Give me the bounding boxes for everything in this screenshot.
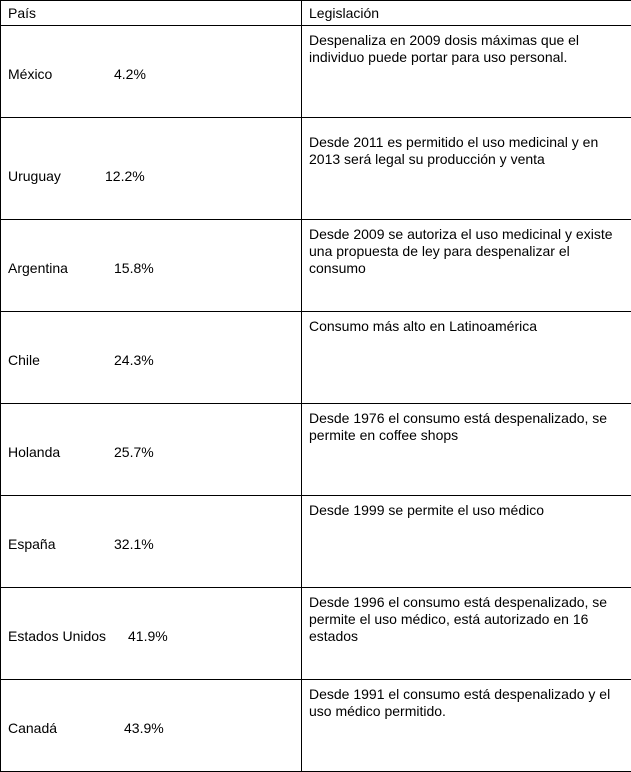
legislation-text: Desde 2011 es permitido el uso medicinal y en 2013 será legal su producción y venta — [309, 124, 625, 168]
legislation-text: Desde 1991 el consumo está despenalizado y el uso médico permitido. — [309, 686, 625, 720]
table-row — [1, 118, 631, 220]
country-cell — [1, 496, 302, 588]
legislation-cell — [302, 404, 631, 496]
table-row — [1, 680, 631, 772]
legislation-text: Despenaliza en 2009 dosis máximas que el individuo puede portar para uso personal. — [309, 32, 625, 66]
header-legislation: Legislación — [302, 1, 631, 26]
legislation-cell — [302, 26, 631, 118]
country-cell — [1, 588, 302, 680]
country-cell — [1, 220, 302, 312]
header-country: País — [1, 1, 302, 26]
country-name: Holanda — [8, 444, 114, 461]
country-name: España — [8, 536, 114, 553]
legislation-cell — [302, 220, 631, 312]
country-name: Estados Unidos — [8, 628, 128, 645]
table-row — [1, 312, 631, 404]
country-percent: 24.3% — [114, 352, 154, 369]
legislation-text: Desde 1999 se permite el uso médico — [309, 502, 625, 519]
country-cell — [1, 312, 302, 404]
country-cell — [1, 118, 302, 220]
legislation-cell — [302, 588, 631, 680]
country-name: México — [8, 66, 114, 83]
table-row — [1, 588, 631, 680]
legislation-cell — [302, 680, 631, 772]
country-name: Chile — [8, 352, 114, 369]
country-percent: 12.2% — [105, 168, 145, 185]
country-name: Uruguay — [8, 168, 105, 185]
country-percent: 43.9% — [124, 720, 164, 737]
legislation-cell — [302, 496, 631, 588]
table-row — [1, 404, 631, 496]
country-cell — [1, 26, 302, 118]
country-percent: 4.2% — [114, 66, 146, 83]
country-percent: 32.1% — [114, 536, 154, 553]
country-percent: 41.9% — [128, 628, 168, 645]
country-name: Canadá — [8, 720, 124, 737]
table-row — [1, 26, 631, 118]
country-cell — [1, 404, 302, 496]
legislation-cell — [302, 118, 631, 220]
legislation-text: Desde 2009 se autoriza el uso medicinal y existe una propuesta de ley para despenalizar el consumo — [309, 226, 625, 277]
country-cell — [1, 680, 302, 772]
country-percent: 25.7% — [114, 444, 154, 461]
legislation-text: Desde 1976 el consumo está despenalizado, se permite en coffee shops — [309, 410, 625, 444]
country-name: Argentina — [8, 260, 114, 277]
country-percent: 15.8% — [114, 260, 154, 277]
legislation-text: Consumo más alto en Latinoamérica — [309, 318, 625, 335]
legislation-text: Desde 1996 el consumo está despenalizado, se permite el uso médico, está autorizado en 16 estados — [309, 594, 625, 645]
table-row — [1, 496, 631, 588]
table-header-row — [1, 1, 631, 26]
table-row — [1, 220, 631, 312]
legislation-cell — [302, 312, 631, 404]
